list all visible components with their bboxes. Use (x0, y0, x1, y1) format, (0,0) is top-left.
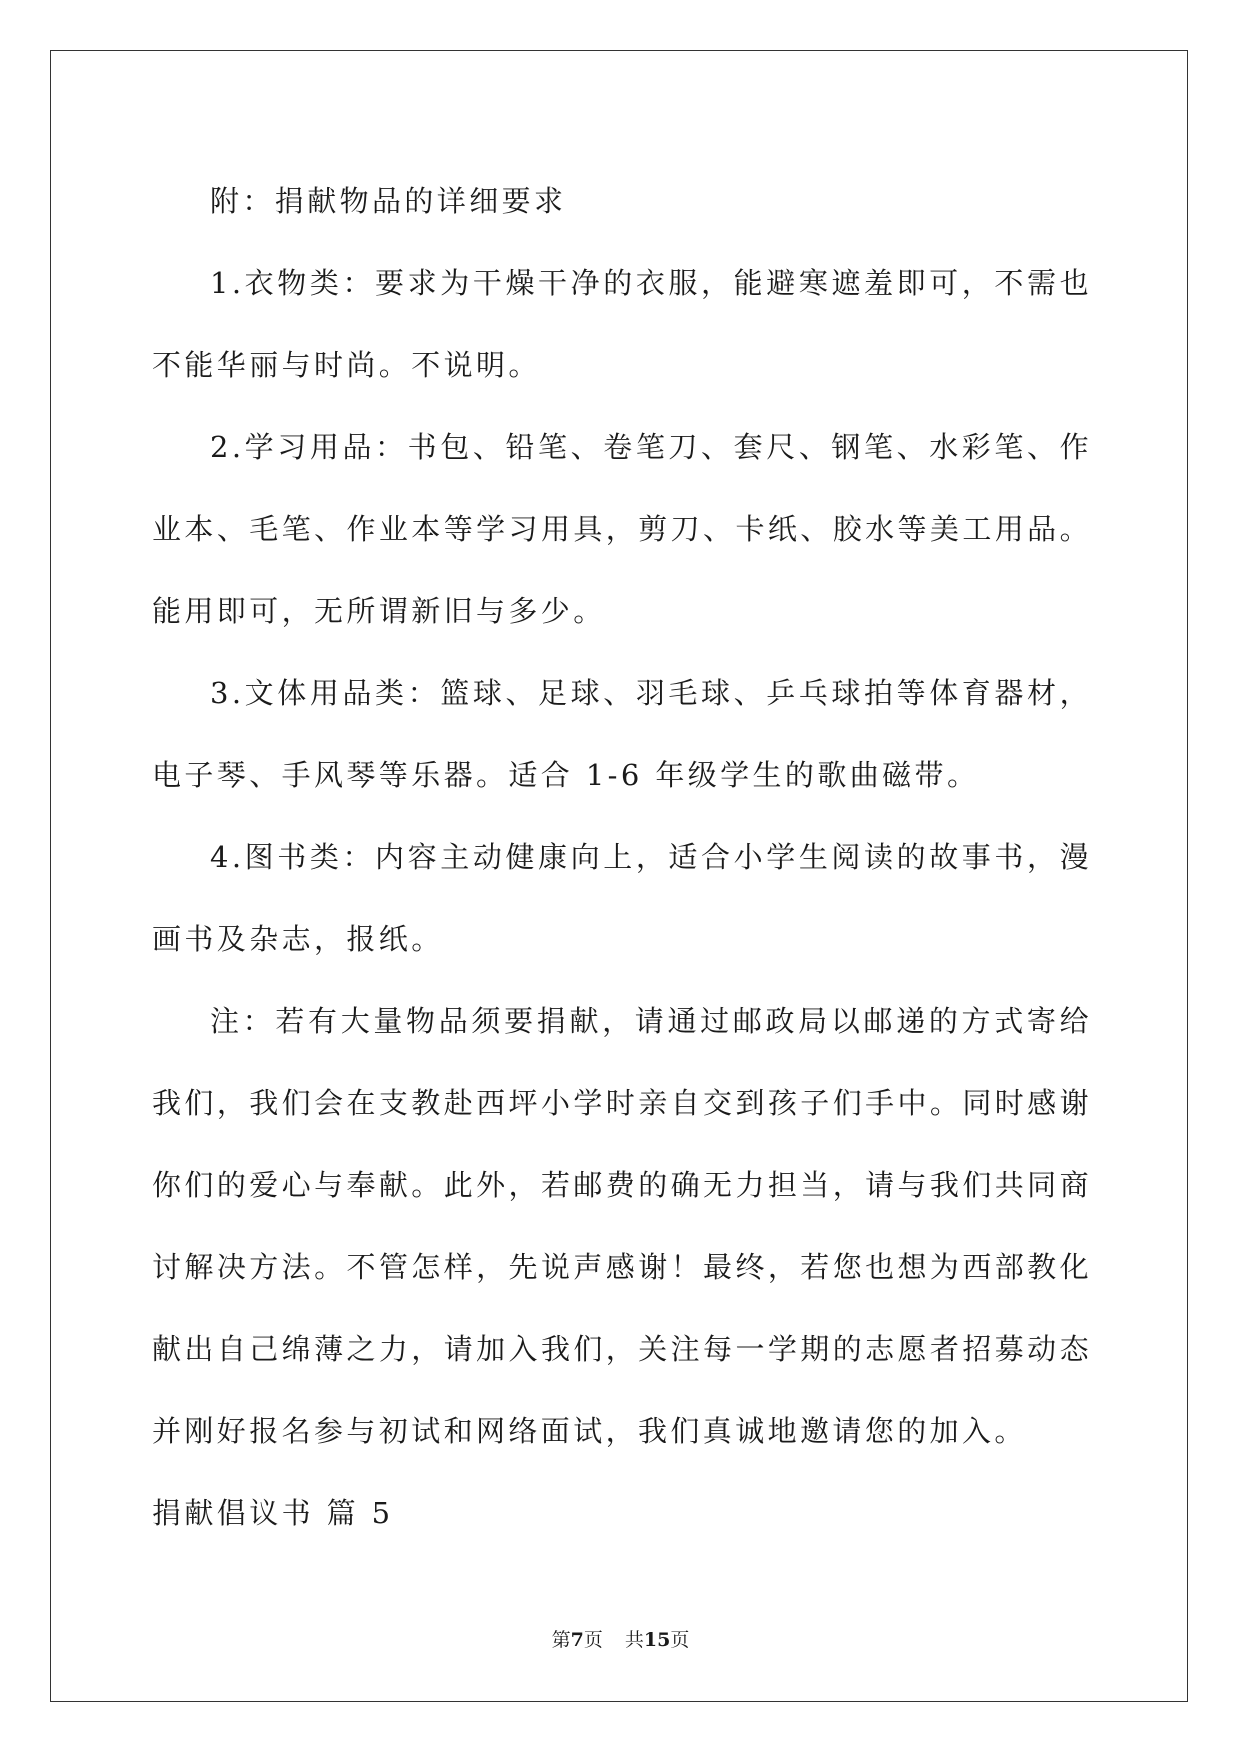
item-books: 4.图书类：内容主动健康向上，适合小学生阅读的故事书，漫画书及杂志，报纸。 (152, 840, 1092, 956)
appendix-title: 附：捐献物品的详细要求 (210, 184, 567, 218)
item-sports-supplies: 3.文体用品类：篮球、足球、羽毛球、乒乓球拍等体育器材，电子琴、手风琴等乐器。适合 1-6 年级学生的歌曲磁带。 (152, 676, 1092, 792)
note-paragraph: 注：若有大量物品须要捐献，请通过邮政局以邮递的方式寄给我们，我们会在支教赴西坪小学时亲自交到孩子们手中。同时感谢你们的爱心与奉献。此外，若邮费的确无力担当，请与我们共同商讨解决方法。不管怎样，先说声感谢！最终，若您也想为西部教化献出自己绵薄之力，请加入我们，关注每一学期的志愿者招募动态并刚好报名参与初试和网络面试，我们真诚地邀请您的加入。 (152, 1004, 1092, 1448)
section-heading: 捐献倡议书 篇 5 (152, 1496, 394, 1530)
page-footer (0, 1625, 1241, 1652)
page-suffix: 页 (583, 1629, 603, 1651)
document-body (152, 160, 1092, 1554)
total-pages: 15 (643, 1629, 671, 1651)
total-prefix: 共 (624, 1629, 644, 1651)
total-suffix: 页 (670, 1629, 690, 1651)
item-clothing: 1.衣物类：要求为干燥干净的衣服，能避寒遮羞即可，不需也不能华丽与时尚。不说明。 (152, 266, 1092, 382)
item-study-supplies: 2.学习用品：书包、铅笔、卷笔刀、套尺、钢笔、水彩笔、作业本、毛笔、作业本等学习用具，剪刀、卡纸、胶水等美工用品。能用即可，无所谓新旧与多少。 (152, 430, 1092, 628)
page-prefix: 第 (551, 1629, 571, 1651)
page-number: 7 (570, 1629, 584, 1651)
